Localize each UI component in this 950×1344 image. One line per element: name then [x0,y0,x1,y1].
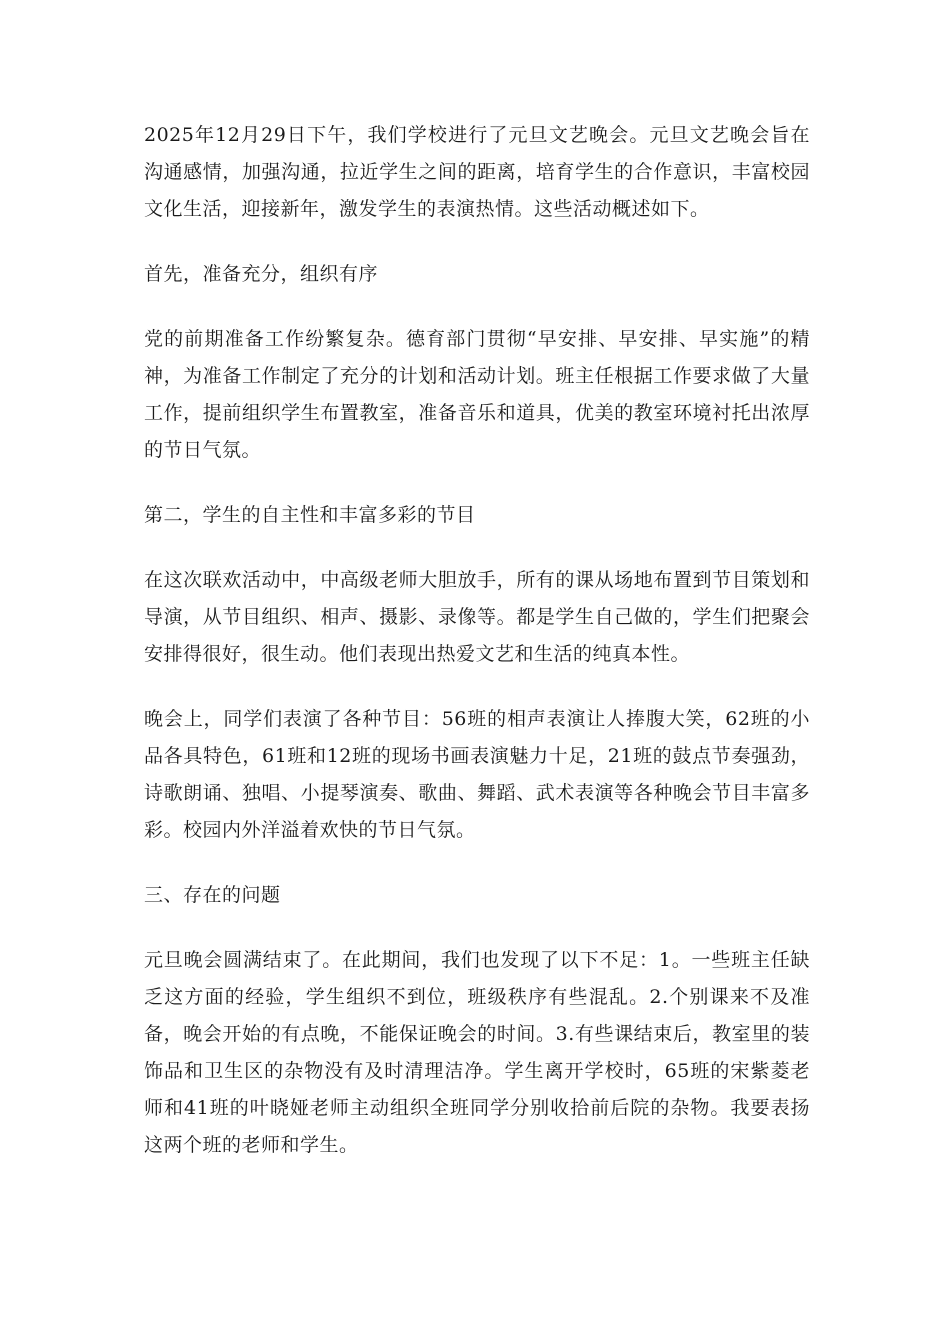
autonomy-paragraph: 在这次联欢活动中，中高级老师大胆放手，所有的课从场地布置到节目策划和导演，从节目组织、相声、摄影、录像等。都是学生自己做的，学生们把聚会安排得很好，很生动。他们表现出热爱文艺和生活的纯真本性。 [144,569,810,665]
intro-paragraph: 2025年12月29日下午，我们学校进行了元旦文艺晚会。元旦文艺晚会旨在沟通感情，加强沟通，拉近学生之间的距离，培育学生的合作意识，丰富校园文化生活，迎接新年，激发学生的表演热情。这些活动概述如下。 [144,124,810,220]
document-body [144,117,810,1192]
preparation-paragraph: 党的前期准备工作纷繁复杂。德育部门贯彻“早安排、早安排、早实施”的精神，为准备工作制定了充分的计划和活动计划。班主任根据工作要求做了大量工作，提前组织学生布置教室，准备音乐和道具，优美的教室环境衬托出浓厚的节日气氛。 [144,328,810,461]
problems-paragraph: 元旦晚会圆满结束了。在此期间，我们也发现了以下不足：1。一些班主任缺乏这方面的经验，学生组织不到位，班级秩序有些混乱。2.个别课来不及准备，晚会开始的有点晚，不能保证晚会的时间。3.有些课结束后，教室里的装饰品和卫生区的杂物没有及时清理洁净。学生离开学校时，65班的宋紫菱老师和41班的叶晓娅老师主动组织全班同学分别收拾前后院的杂物。我要表扬这两个班的老师和学生。 [144,949,810,1156]
section-heading-1: 首先，准备充分，组织有序 [144,263,379,285]
section-heading-2: 第二，学生的自主性和丰富多彩的节目 [144,504,476,526]
section-heading-3: 三、存在的问题 [144,884,281,906]
programs-paragraph: 晚会上，同学们表演了各种节目：56班的相声表演让人捧腹大笑，62班的小品各具特色，61班和12班的现场书画表演魅力十足，21班的鼓点节奏强劲，诗歌朗诵、独唱、小提琴演奏、歌曲、舞蹈、武术表演等各种晚会节目丰富多彩。校园内外洋溢着欢快的节日气氛。 [144,708,810,841]
